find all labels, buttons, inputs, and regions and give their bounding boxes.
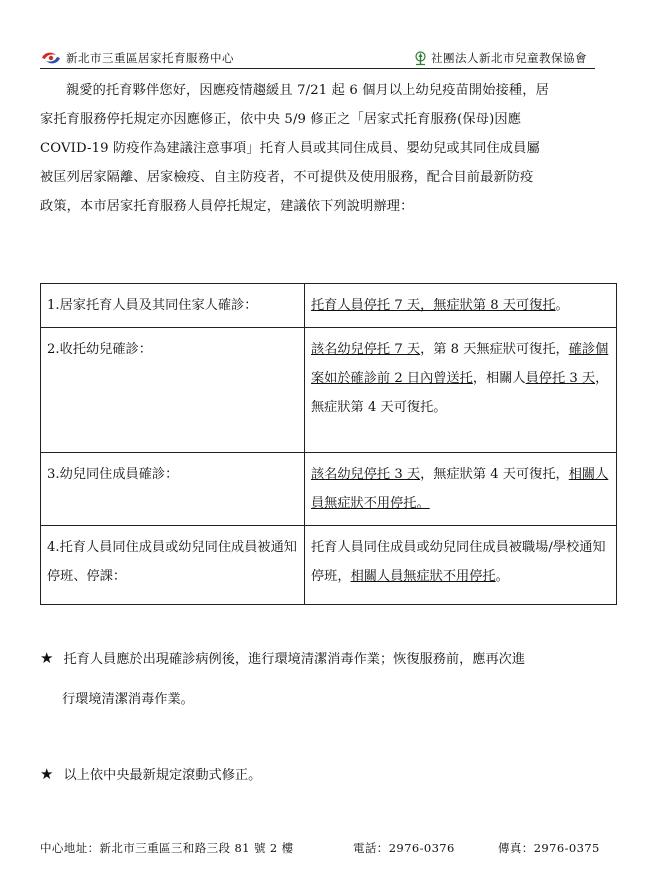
header-left <box>40 50 234 66</box>
rule-segment: 該名幼兒停托 7 天 <box>311 342 421 357</box>
note-disinfection <box>40 638 610 720</box>
intro-line-4: 被匡列居家隔離、居家檢疫、自主防疫者，不可提供及使用服務，配合目前最新防疫 <box>40 170 534 185</box>
suspension-rules-table <box>40 283 617 605</box>
row-rule <box>305 526 617 605</box>
footer-fax: 傳真：2976-0375 <box>498 841 600 855</box>
star-icon: ★ <box>40 649 54 667</box>
rule-segment: 托育人員同住成員或幼兒同住成員被職場/學校通知停班， <box>311 540 606 584</box>
intro-line-3: COVID-19 防疫作為建議注意事項」托育人員或其同住成員、嬰幼兒或其同住成員屬 <box>40 141 540 156</box>
row-label: 1.居家托育人員及其同住家人確診： <box>41 284 305 328</box>
rule-segment: ，第 8 天無症狀可復托， <box>420 342 569 357</box>
rule-segment: ，無症狀第 4 天可復托， <box>420 467 569 482</box>
note-text: 托育人員應於出現確診病例後，進行環境清潔消毒作業；恢復服務前，應再次進 <box>63 652 526 667</box>
footer-phone: 電話：2976-0376 <box>353 841 455 855</box>
rule-segment: 確診個案如於確診前 2 日內曾送托 <box>311 342 609 386</box>
rule-segment: 。 <box>495 569 509 584</box>
note-line <box>40 638 610 680</box>
footer-address: 中心地址：新北市三重區三和路三段 81 號 2 樓 <box>40 841 294 855</box>
row-rule <box>305 453 617 526</box>
intro-line <box>40 76 606 105</box>
rule-segment: 該名幼兒停托 3 天 <box>311 467 421 482</box>
intro-line-2: 家托育服務停托規定亦因應修正，依中央 5/9 修正之「居家式托育服務(保母)因應 <box>40 112 522 127</box>
header-left-org: 新北市三重區居家托育服務中心 <box>66 51 234 65</box>
row-rule <box>305 328 617 453</box>
row-label: 4.托育人員同住成員或幼兒同住成員被通知停班、停課： <box>41 526 305 605</box>
note-rolling-revision <box>40 754 610 796</box>
note-text: 以上依中央最新規定滾動式修正。 <box>63 768 262 783</box>
intro-line <box>40 163 606 192</box>
rule-segment: ，相關人 <box>472 371 526 386</box>
row-label: 3.幼兒同住成員確診： <box>41 453 305 526</box>
header-right <box>413 50 587 66</box>
page-header <box>40 46 595 69</box>
table-row <box>41 328 617 453</box>
table-row <box>41 526 617 605</box>
note-text: 行環境清潔消毒作業。 <box>62 692 194 707</box>
table-row <box>41 453 617 526</box>
star-icon: ★ <box>40 765 54 783</box>
rule-segment: 托育人員停托 7 天，無症狀第 8 天可復托 <box>311 298 556 313</box>
table-row <box>41 284 617 328</box>
intro-line <box>40 192 606 221</box>
tree-logo-icon <box>413 51 428 66</box>
row-label: 2.收托幼兒確診： <box>41 328 305 453</box>
rule-segment: ，無症狀第 4 天可復托。 <box>311 371 609 415</box>
rule-segment: 。 <box>555 298 569 313</box>
intro-line <box>40 134 606 163</box>
intro-line-5: 政策，本市居家托育服務人員停托規定，建議依下列說明辦理： <box>40 199 414 214</box>
rule-segment: 員停托 3 天 <box>525 371 596 386</box>
intro-paragraph <box>40 76 606 221</box>
header-right-org: 社團法人新北市兒童教保協會 <box>431 51 587 65</box>
org-logo-icon <box>40 51 62 65</box>
intro-line-1: 親愛的托育夥伴您好，因應疫情趨緩且 7/21 起 6 個月以上幼兒疫苗開始接種，居 <box>66 83 549 98</box>
note-line <box>40 754 610 796</box>
rule-segment: 相關人員無症狀不用停托 <box>350 569 496 584</box>
row-rule <box>305 284 617 328</box>
intro-line <box>40 105 606 134</box>
rule-segment: 相關人員無症狀不用停托。 <box>311 467 609 511</box>
note-line <box>40 680 610 720</box>
